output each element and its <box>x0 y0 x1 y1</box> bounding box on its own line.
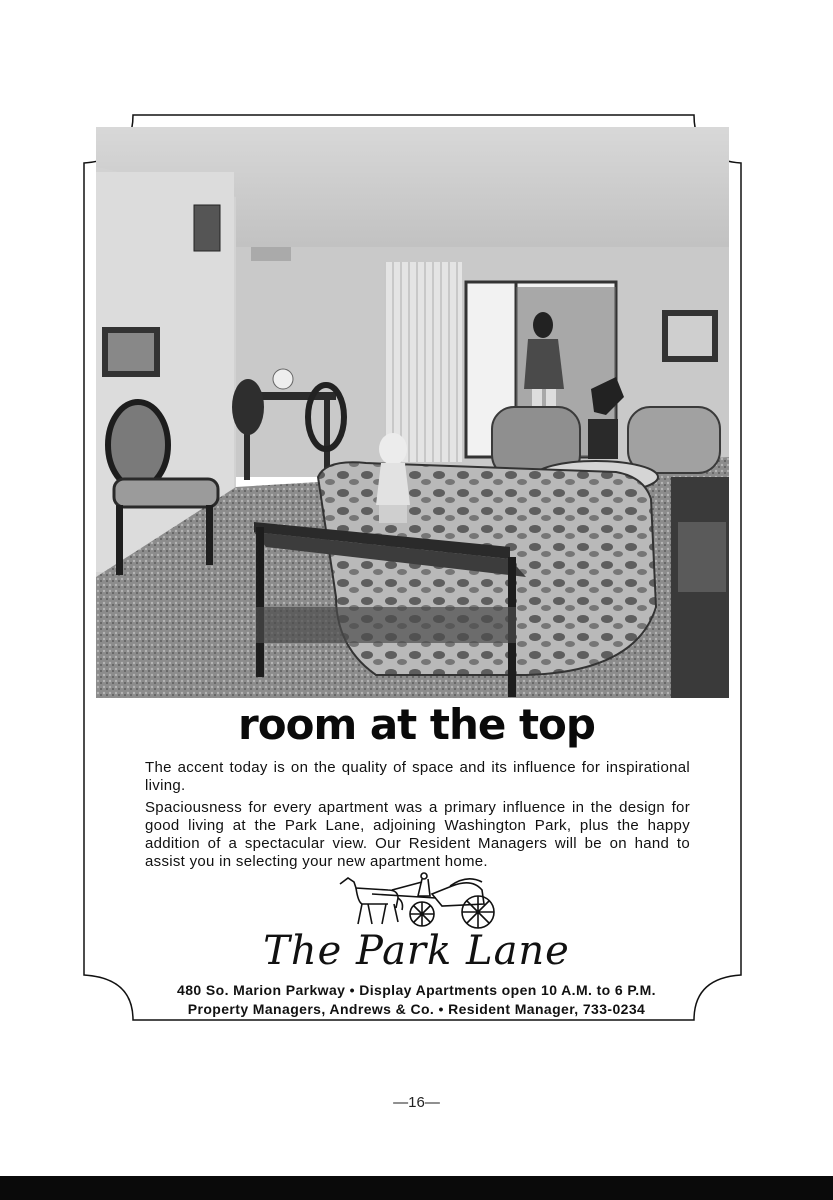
management-line: Property Managers, Andrews & Co. • Resident Manager, 733-0234 <box>187 1001 646 1017</box>
ad-headline: room at the top <box>238 700 595 749</box>
brand-logotype: The Park Lane <box>263 928 570 974</box>
horse-drawn-carriage-icon <box>332 868 502 932</box>
intro-paragraph: The accent today is on the quality of space and its influence for inspirational living. <box>145 759 690 794</box>
scan-edge-bar <box>0 1176 833 1200</box>
address-line: 480 So. Marion Parkway • Display Apartments open 10 A.M. to 6 P.M. <box>177 982 656 998</box>
page-number: —16— <box>393 1094 440 1111</box>
description-paragraph: Spaciousness for every apartment was a primary influence in the design for good living at the Park Lane, adjoining Washington Park, plus the happy addition of a spectacular view. Our Resident Managers will be on hand to assist you in selecting your new apartment home. <box>145 799 690 870</box>
apartment-living-room-photo <box>96 127 729 698</box>
